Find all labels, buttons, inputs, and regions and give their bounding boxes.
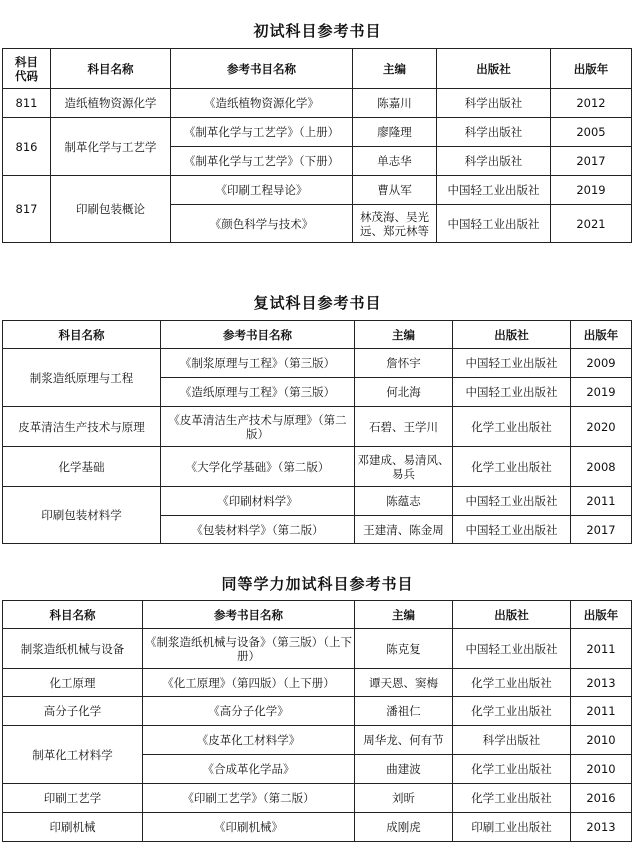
book-title: 《皮革清洁生产技术与原理》（第二版） bbox=[161, 407, 355, 447]
year: 2017 bbox=[551, 147, 632, 176]
editor: 曲建波 bbox=[355, 755, 453, 784]
year: 2016 bbox=[571, 784, 632, 813]
header-subject: 科目名称 bbox=[3, 601, 143, 629]
editor: 林茂海、吴光远、郑元林等 bbox=[353, 205, 437, 243]
header-code: 科目 代码 bbox=[3, 49, 51, 89]
editor: 周华龙、何有节 bbox=[355, 726, 453, 755]
book-title: 《印刷机械》 bbox=[143, 813, 355, 842]
subject-name: 制革化学与工艺学 bbox=[51, 118, 171, 176]
editor: 单志华 bbox=[353, 147, 437, 176]
header-editor: 主编 bbox=[353, 49, 437, 89]
subject-name: 印刷工艺学 bbox=[3, 784, 143, 813]
editor: 何北海 bbox=[355, 378, 453, 407]
table-header-row bbox=[3, 49, 632, 89]
header-book: 参考书目名称 bbox=[161, 321, 355, 349]
book-title: 《制革化学与工艺学》（下册） bbox=[171, 147, 353, 176]
book-title: 《合成革化学品》 bbox=[143, 755, 355, 784]
publisher: 化学工业出版社 bbox=[453, 407, 571, 447]
year: 2013 bbox=[571, 669, 632, 697]
editor: 詹怀宇 bbox=[355, 349, 453, 378]
year: 2009 bbox=[571, 349, 632, 378]
year: 2011 bbox=[571, 487, 632, 516]
editor: 陈克复 bbox=[355, 629, 453, 669]
subject-code: 817 bbox=[3, 176, 51, 243]
editor: 陈蕴志 bbox=[355, 487, 453, 516]
publisher: 化学工业出版社 bbox=[453, 755, 571, 784]
header-book: 参考书目名称 bbox=[143, 601, 355, 629]
year: 2017 bbox=[571, 516, 632, 544]
header-book: 参考书目名称 bbox=[171, 49, 353, 89]
editor: 曹从军 bbox=[353, 176, 437, 205]
year: 2010 bbox=[571, 755, 632, 784]
year: 2010 bbox=[571, 726, 632, 755]
year: 2021 bbox=[551, 205, 632, 243]
year: 2020 bbox=[571, 407, 632, 447]
subject-name: 皮革清洁生产技术与原理 bbox=[3, 407, 161, 447]
table-row bbox=[3, 726, 632, 755]
editor: 谭天恩、窦梅 bbox=[355, 669, 453, 697]
year: 2019 bbox=[571, 378, 632, 407]
year: 2013 bbox=[571, 813, 632, 842]
year: 2011 bbox=[571, 629, 632, 669]
year: 2005 bbox=[551, 118, 632, 147]
editor: 王建清、陈金周 bbox=[355, 516, 453, 544]
header-year: 出版年 bbox=[551, 49, 632, 89]
publisher: 中国轻工业出版社 bbox=[453, 349, 571, 378]
section3-title: 同等学力加试科目参考书目 bbox=[221, 575, 414, 593]
editor: 刘昕 bbox=[355, 784, 453, 813]
publisher: 中国轻工业出版社 bbox=[437, 176, 551, 205]
publisher: 科学出版社 bbox=[437, 118, 551, 147]
table-header-row bbox=[3, 321, 632, 349]
editor: 陈嘉川 bbox=[353, 89, 437, 118]
editor: 邓建成、易清风、易兵 bbox=[355, 447, 453, 487]
book-title: 《高分子化学》 bbox=[143, 697, 355, 726]
book-title: 《造纸植物资源化学》 bbox=[171, 89, 353, 118]
table-row bbox=[3, 629, 632, 669]
subject-name: 化学基础 bbox=[3, 447, 161, 487]
book-title: 《制浆造纸机械与设备》（第三版）（上下册） bbox=[143, 629, 355, 669]
book-title: 《包装材料学》（第二版） bbox=[161, 516, 355, 544]
section2-title: 复试科目参考书目 bbox=[253, 294, 382, 312]
subject-name: 制浆造纸机械与设备 bbox=[3, 629, 143, 669]
header-publisher: 出版社 bbox=[437, 49, 551, 89]
subject-code: 811 bbox=[3, 89, 51, 118]
section3-table bbox=[2, 600, 632, 842]
table-row bbox=[3, 176, 632, 205]
book-title: 《印刷材料学》 bbox=[161, 487, 355, 516]
publisher: 科学出版社 bbox=[453, 726, 571, 755]
publisher: 中国轻工业出版社 bbox=[453, 516, 571, 544]
table-header-row bbox=[3, 601, 632, 629]
publisher: 科学出版社 bbox=[437, 89, 551, 118]
year: 2012 bbox=[551, 89, 632, 118]
publisher: 科学出版社 bbox=[437, 147, 551, 176]
book-title: 《皮革化工材料学》 bbox=[143, 726, 355, 755]
book-title: 《制革化学与工艺学》（上册） bbox=[171, 118, 353, 147]
table-row bbox=[3, 407, 632, 447]
book-title: 《印刷工艺学》（第二版） bbox=[143, 784, 355, 813]
subject-name: 印刷包装材料学 bbox=[3, 487, 161, 544]
subject-name: 印刷机械 bbox=[3, 813, 143, 842]
subject-name: 高分子化学 bbox=[3, 697, 143, 726]
book-title: 《颜色科学与技术》 bbox=[171, 205, 353, 243]
editor: 石碧、王学川 bbox=[355, 407, 453, 447]
book-title: 《制浆原理与工程》（第三版） bbox=[161, 349, 355, 378]
table-row bbox=[3, 447, 632, 487]
section1-title: 初试科目参考书目 bbox=[253, 22, 382, 40]
section1-table bbox=[2, 48, 632, 243]
header-editor: 主编 bbox=[355, 321, 453, 349]
header-publisher: 出版社 bbox=[453, 601, 571, 629]
publisher: 化学工业出版社 bbox=[453, 447, 571, 487]
publisher: 中国轻工业出版社 bbox=[453, 378, 571, 407]
publisher: 化学工业出版社 bbox=[453, 697, 571, 726]
editor: 潘祖仁 bbox=[355, 697, 453, 726]
header-editor: 主编 bbox=[355, 601, 453, 629]
header-year: 出版年 bbox=[571, 321, 632, 349]
publisher: 中国轻工业出版社 bbox=[453, 629, 571, 669]
publisher: 化学工业出版社 bbox=[453, 784, 571, 813]
subject-name: 造纸植物资源化学 bbox=[51, 89, 171, 118]
publisher: 中国轻工业出版社 bbox=[453, 487, 571, 516]
section2-table bbox=[2, 320, 632, 544]
year: 2008 bbox=[571, 447, 632, 487]
book-title: 《大学化学基础》（第二版） bbox=[161, 447, 355, 487]
header-year: 出版年 bbox=[571, 601, 632, 629]
subject-name: 化工原理 bbox=[3, 669, 143, 697]
table-row bbox=[3, 487, 632, 516]
table-row bbox=[3, 697, 632, 726]
publisher: 中国轻工业出版社 bbox=[437, 205, 551, 243]
table-row bbox=[3, 813, 632, 842]
table-row bbox=[3, 118, 632, 147]
subject-name: 制革化工材料学 bbox=[3, 726, 143, 784]
header-subject: 科目名称 bbox=[51, 49, 171, 89]
table-row bbox=[3, 349, 632, 378]
year: 2019 bbox=[551, 176, 632, 205]
table-row bbox=[3, 89, 632, 118]
subject-name: 印刷包装概论 bbox=[51, 176, 171, 243]
subject-code: 816 bbox=[3, 118, 51, 176]
header-subject: 科目名称 bbox=[3, 321, 161, 349]
editor: 成刚虎 bbox=[355, 813, 453, 842]
book-title: 《化工原理》（第四版）（上下册） bbox=[143, 669, 355, 697]
table-row bbox=[3, 669, 632, 697]
editor: 廖隆理 bbox=[353, 118, 437, 147]
subject-name: 制浆造纸原理与工程 bbox=[3, 349, 161, 407]
table-row bbox=[3, 784, 632, 813]
publisher: 印刷工业出版社 bbox=[453, 813, 571, 842]
year: 2011 bbox=[571, 697, 632, 726]
header-publisher: 出版社 bbox=[453, 321, 571, 349]
book-title: 《印刷工程导论》 bbox=[171, 176, 353, 205]
book-title: 《造纸原理与工程》（第三版） bbox=[161, 378, 355, 407]
publisher: 化学工业出版社 bbox=[453, 669, 571, 697]
